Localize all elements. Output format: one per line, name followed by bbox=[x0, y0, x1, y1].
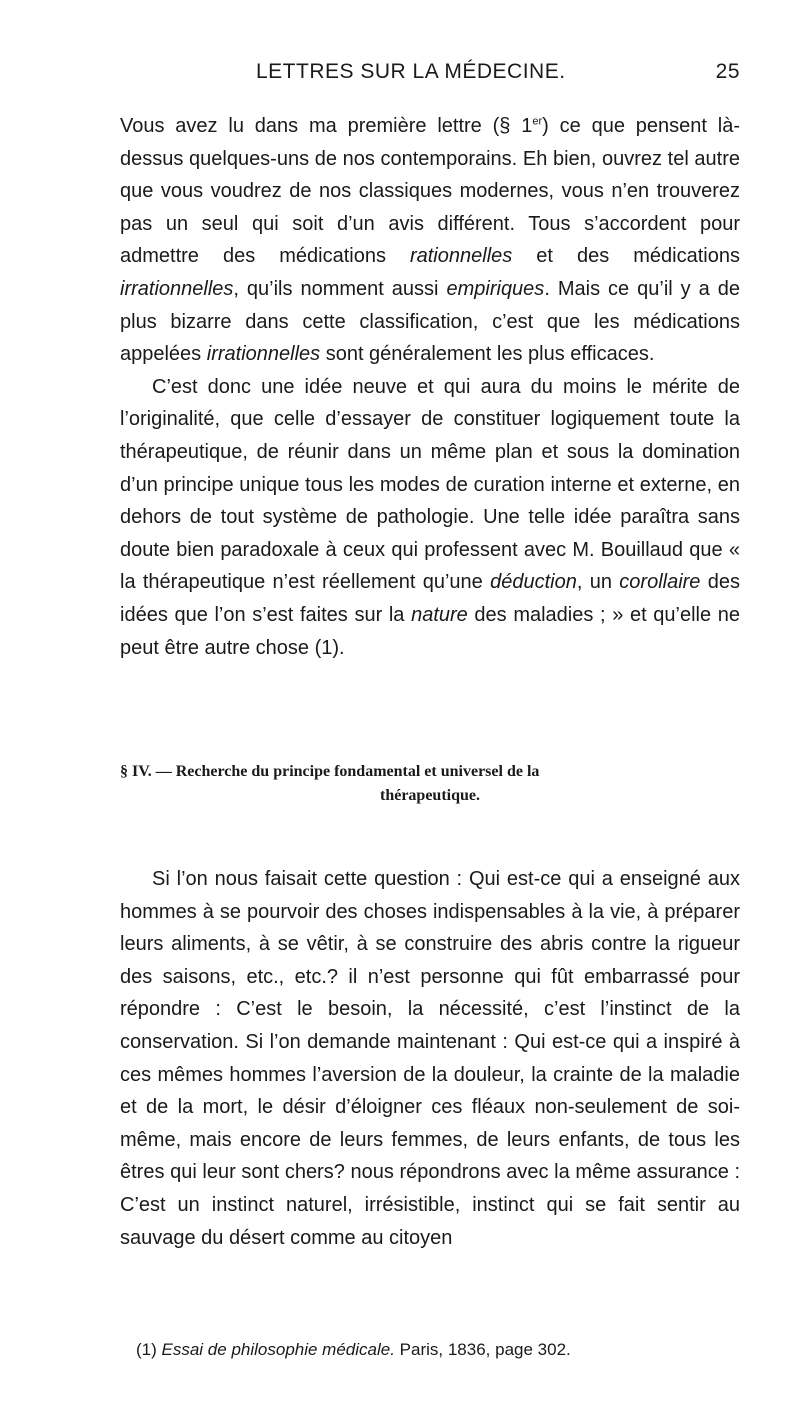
section-heading bbox=[120, 760, 740, 808]
text-run: ) ce que pensent là-dessus quelques-uns de nos contemporains. Eh bien, ouvrez tel autre que vous voudrez de nos classiques modernes, vous n’en trouverez pas un seul qui soit d’un avis différent. Tous s’accordent pour admettre des médications bbox=[120, 115, 741, 268]
running-head-title: LETTRES SUR LA MÉDECINE. bbox=[256, 60, 566, 83]
italic-term: rationnelles bbox=[409, 245, 513, 268]
body-text-upper bbox=[120, 110, 740, 664]
footnote bbox=[120, 1340, 740, 1360]
section-heading-line-2: thérapeutique. bbox=[380, 787, 480, 804]
footnote-title: Essai de philosophie médicale. bbox=[161, 1340, 395, 1359]
italic-term: déduction bbox=[490, 571, 577, 594]
footnote-marker: (1) bbox=[136, 1340, 157, 1359]
italic-term: irrationnelles bbox=[120, 277, 234, 300]
paragraph-1 bbox=[120, 110, 740, 371]
text-run: C’est donc une idée neuve et qui aura du moins le mérite de l’originalité, que celle d’essayer de constituer logiquement toute la thérapeutique, de réunir dans un même plan et sous la domination d’un principe unique tous les modes de curation interne et externe, en dehors de tout système de pathologie. Une telle idée paraîtra sans doute bien paradoxale à ceux qui professent avec M. Bouillaud que « la thérapeutique n’est réellement qu’une bbox=[120, 375, 740, 594]
italic-term: irrationnelles bbox=[206, 343, 321, 366]
superscript: er bbox=[532, 115, 543, 128]
text-run: , qu’ils nomment aussi bbox=[233, 277, 447, 300]
text-run: Vous avez lu dans ma première lettre (§ 1 bbox=[120, 115, 533, 137]
running-head bbox=[120, 60, 740, 90]
paragraph-3: Si l’on nous faisait cette question : Qui est-ce qui a enseigné aux hommes à se pourvoir des choses indispensables à la vie, à préparer leurs aliments, à se vêtir, à se construire des abris contre la rigueur des saisons, etc., etc.? il n’est personne qui fût embarrassé pour répondre : C’est le besoin, la nécessité, c’est l’instinct de la conservation. Si l’on demande maintenant : Qui est-ce qui a inspiré à ces mêmes hommes l’aversion de la douleur, la crainte de la maladie et de la mort, le désir d’éloigner ces fléaux non-seulement de soi-même, mais encore de leurs femmes, de leurs enfants, de tous les êtres qui leur sont chers? nous répondrons avec la même assurance : C’est un instinct naturel, irrésistible, instinct qui se fait sentir au sauvage du désert comme au citoyen bbox=[120, 868, 740, 1249]
text-run: et des médications bbox=[512, 245, 740, 268]
italic-term: nature bbox=[411, 603, 468, 626]
page-number: 25 bbox=[715, 60, 740, 83]
section-heading-line-1: § IV. — Recherche du principe fondamental et universel de la bbox=[120, 763, 540, 780]
italic-term: corollaire bbox=[619, 571, 701, 594]
text-run: des maladies ; » et qu’elle ne peut être autre chose (1). bbox=[120, 603, 740, 659]
text-run: . Mais ce qu’il y a de plus bizarre dans cette classification, c’est que les médications appelées bbox=[120, 277, 740, 366]
footnote-rest: Paris, 1836, page 302. bbox=[399, 1340, 571, 1359]
text-run: , un bbox=[576, 571, 620, 594]
text-run: sont généralement les plus efficaces. bbox=[320, 343, 655, 366]
paragraph-2 bbox=[120, 371, 740, 664]
italic-term: empiriques bbox=[446, 277, 545, 300]
text-run: des idées que l’on s’est faites sur la bbox=[120, 571, 740, 626]
